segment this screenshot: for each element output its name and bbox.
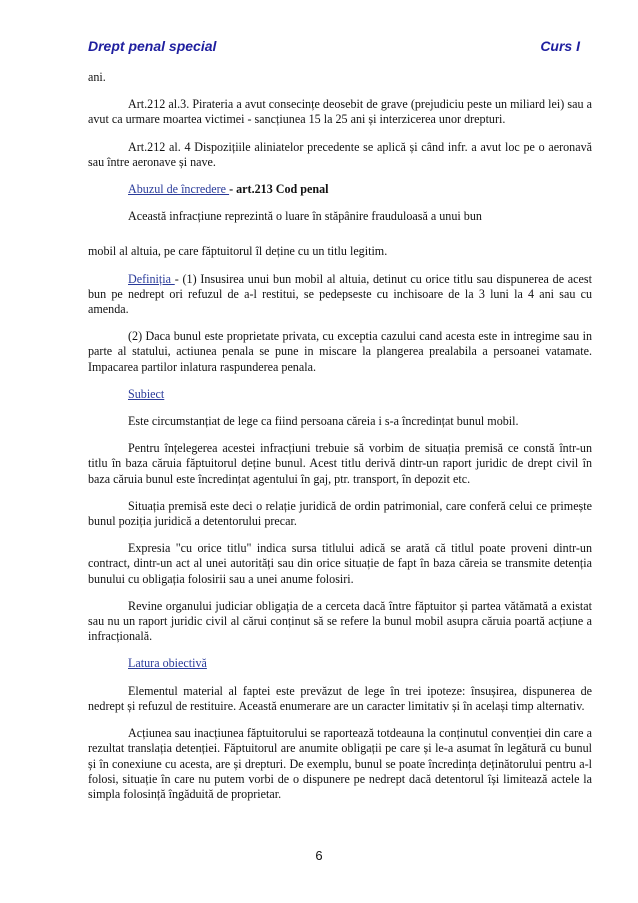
page-number: 6 — [315, 848, 323, 863]
section-heading-subiect — [88, 387, 592, 402]
paragraph-subiect-2: Pentru înțelegerea acestei infracțiuni trebuie să vorbim de situația premisă ce constă într-un titlu în baza căruia făptuitorul deține bunul. Acest titlu derivă dintr-un raport juridic de drept civil în baza căruia bunul este încredințat agentului în gaj, ptr. transport, în depozit etc. — [88, 441, 592, 486]
section-heading-abuz — [88, 182, 592, 197]
header-title: Drept penal special — [88, 38, 217, 54]
paragraph-art212-al3: Art.212 al.3. Pirateria a avut consecințe deosebit de grave (prejudiciu peste un miliard lei) sau a avut ca urmare moartea victimei - sancțiunea 15 la 25 ani și interzicerea unor drepturi. — [88, 97, 592, 127]
paragraph-abuz-2: mobil al altuia, pe care făptuitorul îl deține cu un titlu legitim. — [88, 244, 388, 259]
definitia-link[interactable]: Definiția — [128, 271, 175, 286]
paragraph-abuz-1: Această infracțiune reprezintă o luare în stăpânire frauduloasă a unui bun — [128, 209, 482, 224]
paragraph-subiect-1: Este circumstanțiat de lege ca fiind persoana căreia i s-a încredințat bunul mobil. — [128, 414, 519, 429]
paragraph-art212-al4: Art.212 al. 4 Dispozițiile aliniatelor precedente se aplică și când infr. a avut loc pe o aeronavă sau între aeronave și nave. — [88, 139, 592, 169]
paragraph-ani: ani. — [88, 70, 106, 84]
paragraph-subiect-4: Expresia "cu orice titlu" indica sursa titlului adică se arată că titlul poate proveni dintr-un contract, dintr-un act al unei autorități sau din orice situație de fapt în baza căreia se transmite detenția bunului cu obligația folosirii sau a unei anume folosiri. — [88, 541, 592, 586]
paragraph-subiect-5: Revine organului judiciar obligația de a cerceta dacă între făptuitor și partea vătămată a existat sau nu un raport juridic civil al cărui conținut să se refere la bunul mobil asupra căruia poartă acțiune a infracțională. — [88, 598, 592, 644]
subiect-link[interactable]: Subiect — [128, 386, 165, 401]
paragraph-alin2: (2) Daca bunul este proprietate privata, cu exceptia cazului cand acesta este in intregime sau in parte al statului, actiunea penala se pune in miscare la plangerea prealabila a persoanei vatamate. Impacarea partilor inlatura raspunderea penala. — [88, 329, 592, 374]
abuz-article: - art.213 Cod penal — [229, 182, 329, 197]
section-heading-latura — [88, 656, 592, 671]
page-header — [88, 38, 580, 58]
page-content — [88, 70, 592, 814]
definitia-text: - (1) Insusirea unui bun mobil al altuia, detinut cu orice titlu sau dispunerea de acest bun pe nedrept ori refuzul de a-l restitui, se pedepseste cu inchisoare de la 3 luni la 4 ani sau cu amenda. — [88, 271, 592, 317]
paragraph-subiect-3: Situația premisă este deci o relație juridică de ordin patrimonial, care conferă celui ce primește bunul poziția juridică a detentorului precar. — [88, 498, 592, 529]
abuz-link[interactable]: Abuzul de încredere — [128, 182, 230, 197]
header-course: Curs I — [540, 38, 580, 54]
paragraph-latura-1: Elementul material al faptei este prevăzut de lege în trei ipoteze: însușirea, dispunerea de nedrept și refuzul de restituire. Această enumerare are un caracter limitativ și în același timp alternativ. — [88, 683, 592, 713]
paragraph-latura-2: Acțiunea sau inacțiunea făptuitorului se raportează totdeauna la conținutul convenției din care a rezultat translația detenției. Făptuitorul are anumite obligații pe care și le-a asumat în legătură cu bunul și în conexiune cu acesta, are și drepturi. De exemplu, bunul se poate încredința deținătorului pentru a-l folosi, situație în care nu putem vorbi de o dispunere pe nedrept dacă detentorul își limitează actele la simpla folosință îngăduită de proprietar. — [88, 726, 592, 801]
latura-link[interactable]: Latura obiectivă — [128, 656, 207, 671]
paragraph-definitia — [88, 272, 592, 318]
